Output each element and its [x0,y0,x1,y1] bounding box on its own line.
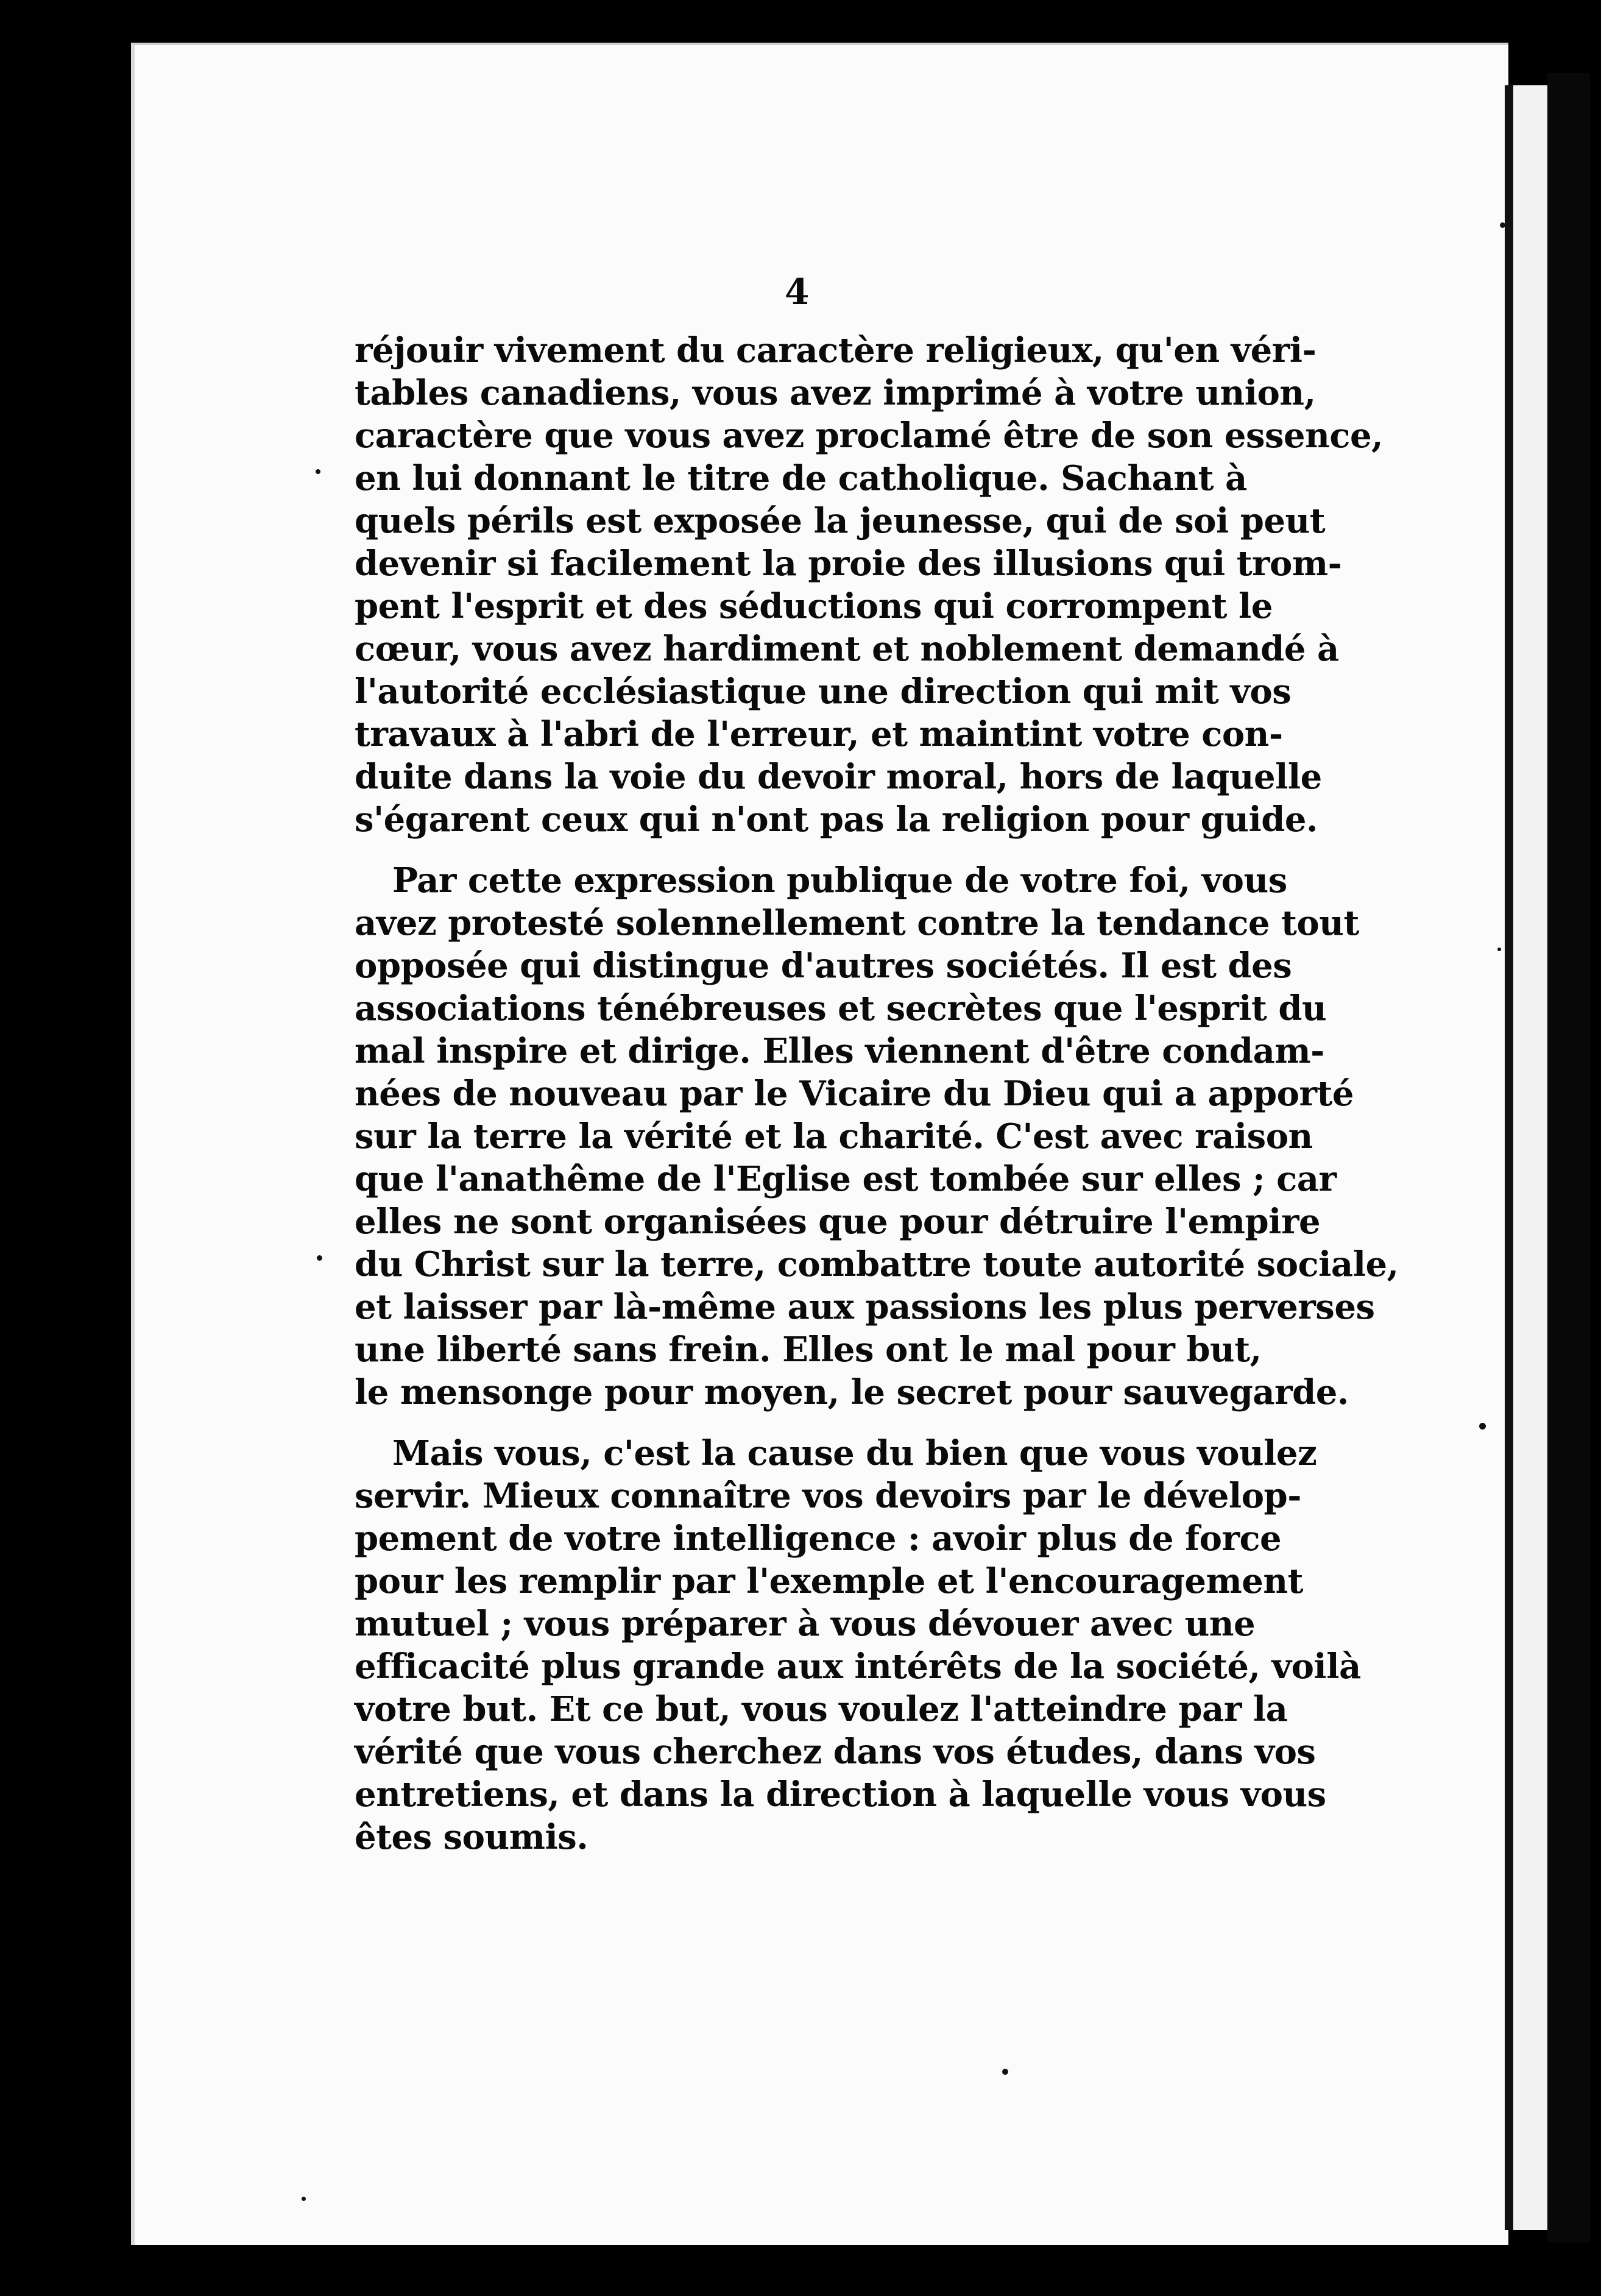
text-line: associations ténébreuses et secrètes que l'esprit du [355,988,1327,1029]
paragraph-3 [355,1432,1361,1858]
scan-speck [1497,948,1501,951]
text-line: sur la terre la vérité et la charité. C'est avec raison [355,1116,1313,1157]
text-line: devenir si facilement la proie des illusions qui trom- [355,544,1342,584]
text-line: opposée qui distingue d'autres sociétés. Il est des [355,946,1292,986]
text-line: pent l'esprit et des séductions qui corrompent le [355,586,1273,626]
text-line: cœur, vous avez hardiment et noblement demandé à [355,629,1339,669]
text-line: du Christ sur la terre, combattre toute autorité sociale, [355,1244,1399,1284]
scan-speck [1002,2069,1008,2075]
text-line: s'égarent ceux qui n'ont pas la religion pour guide. [355,799,1318,840]
page-edge [1505,85,1550,2230]
text-line: nées de nouveau par le Vicaire du Dieu qui a apporté [355,1074,1354,1114]
text-line: vérité que vous cherchez dans vos études, dans vos [355,1732,1316,1772]
paragraph-1 [355,329,1384,841]
text-line: l'autorité ecclésiastique une direction qui mit vos [355,671,1292,712]
scan-speck [1500,222,1505,228]
scan-speck [302,2197,306,2201]
page-number: 4 [785,271,810,313]
text-line: pement de votre intelligence : avoir plus de force [355,1518,1282,1559]
scan-speck [316,469,320,474]
text-line: travaux à l'abri de l'erreur, et maintint votre con- [355,714,1283,754]
text-line: mutuel ; vous préparer à vous dévouer avec une [355,1604,1256,1644]
text-line: votre but. Et ce but, vous voulez l'atteindre par la [355,1689,1288,1729]
text-line: efficacité plus grande aux intérêts de la société, voilà [355,1646,1361,1687]
body-text [355,329,1399,1877]
text-line: duite dans la voie du devoir moral, hors de laquelle [355,757,1322,797]
text-line: le mensonge pour moyen, le secret pour sauvegarde. [355,1372,1349,1412]
binding-shadow [1547,73,1590,2242]
text-line: servir. Mieux connaître vos devoirs par le dévelop- [355,1476,1301,1516]
text-line: caractère que vous avez proclamé être de son essence, [355,416,1384,456]
text-line: quels périls est exposée la jeunesse, qui de soi peut [355,501,1326,541]
text-line: Par cette expression publique de votre foi, vous [392,860,1287,901]
scan-speck [1479,1423,1486,1430]
text-line: Mais vous, c'est la cause du bien que vous voulez [392,1433,1317,1473]
text-line: tables canadiens, vous avez imprimé à votre union, [355,373,1316,413]
text-line: réjouir vivement du caractère religieux, qu'en véri- [355,330,1316,370]
text-line: que l'anathême de l'Eglise est tombée sur elles ; car [355,1159,1337,1199]
text-line: mal inspire et dirige. Elles viennent d'être condam- [355,1031,1324,1071]
text-line: avez protesté solennellement contre la tendance tout [355,903,1359,943]
text-line: en lui donnant le titre de catholique. Sachant à [355,458,1247,498]
paragraph-2 [355,859,1399,1414]
text-line: entretiens, et dans la direction à laquelle vous vous [355,1774,1326,1815]
scan-speck [317,1255,322,1261]
text-line: une liberté sans frein. Elles ont le mal pour but, [355,1330,1262,1370]
text-line: pour les remplir par l'exemple et l'encouragement [355,1561,1304,1601]
text-line: elles ne sont organisées que pour détruire l'empire [355,1202,1321,1242]
text-line: êtes soumis. [355,1817,588,1857]
text-line: et laisser par là-même aux passions les plus perverses [355,1287,1375,1327]
